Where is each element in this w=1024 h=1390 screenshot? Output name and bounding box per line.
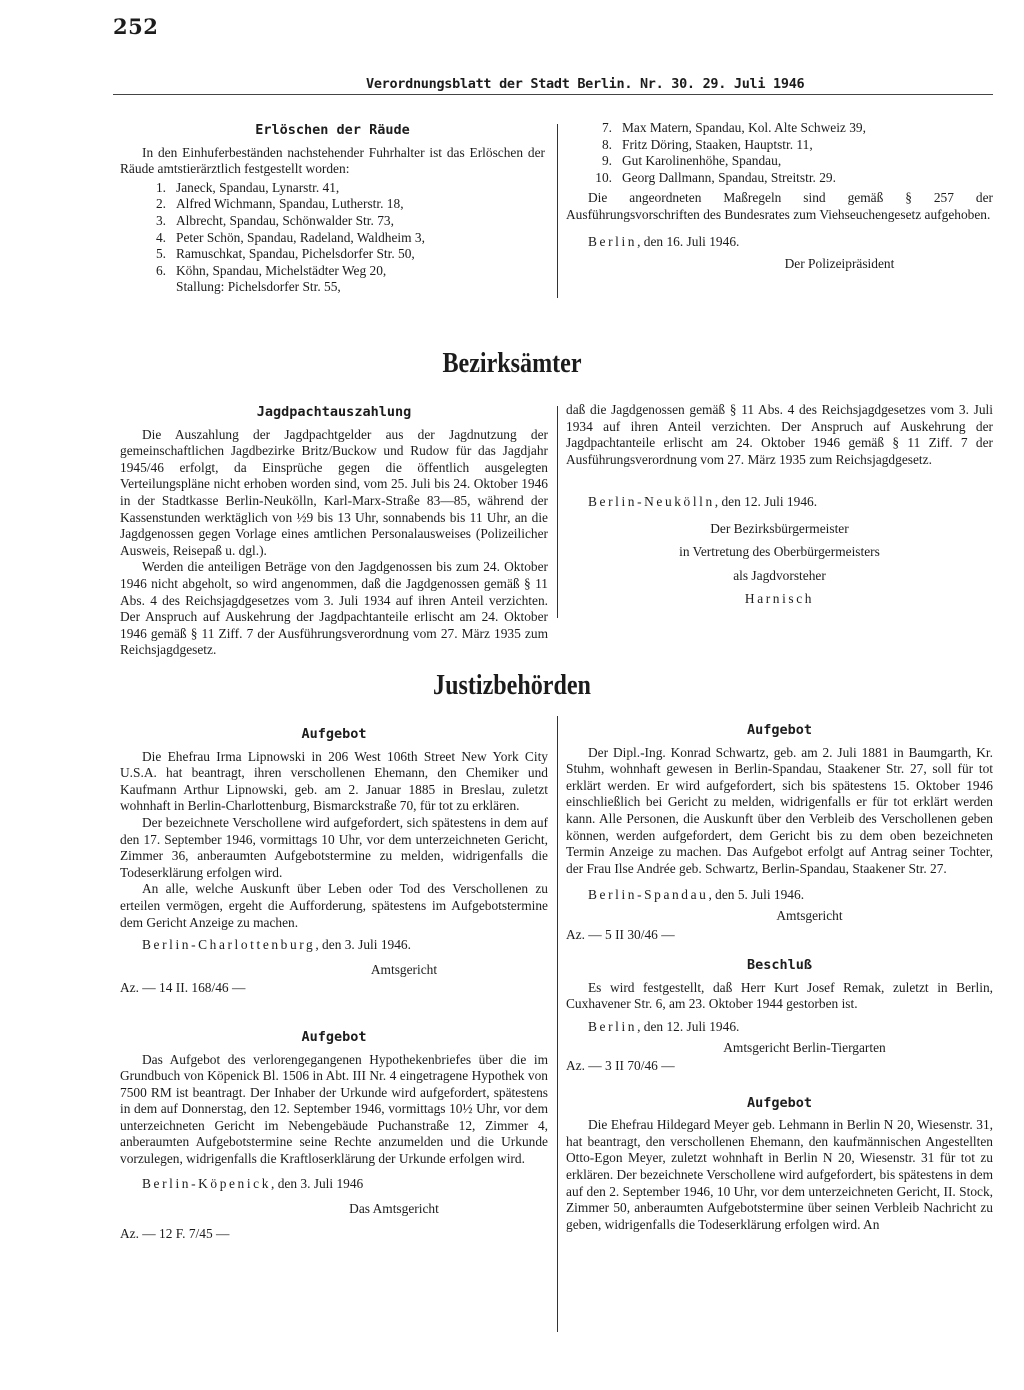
aufgebot3-court: Amtsgericht <box>776 907 843 923</box>
beschluss-az: Az. — 3 II 70/46 — <box>566 1058 675 1074</box>
section-title-bezirksaemter: Bezirksämter <box>442 348 582 379</box>
jagd-paragraph-2-continued: daß die Jagdgenossen gemäß § 11 Abs. 4 des Reichsjagdgesetzes vom 3. Juli 1934 auf ihren Anteil verzichten. Der Anspruch auf Auskehrung der Jagdpachtanteile erlischt am 24. Oktober 1946 gemäß § 11 Ziff. 7 der Ausführungsverordnung vom 27. März 1935 zum Reichsjagdgesetz. <box>566 402 993 467</box>
aufgebot1-az: Az. — 14 II. 168/46 — <box>120 980 246 996</box>
jagd-right-column <box>566 402 993 608</box>
list-item: 5. Ramuschkat, Spandau, Pichelsdorfer Str. 50, <box>155 246 415 262</box>
aufgebot1-paragraph-1: Die Ehefrau Irma Lipnowski in 206 West 106th Street New York City U.S.A. hat beantragt, ihren verschollenen Ehemann, den Chemiker und Kaufmann Arthur Lipnowski, geb. am 2. Januar 1885 in Breslau, zuletzt wohnhaft in Berlin-Charlottenburg, Bismarckstraße 70, für tot zu erklären. <box>120 748 548 814</box>
raeude-left-column <box>120 122 545 296</box>
justiz-right-column <box>566 722 993 1233</box>
raeude-intro: In den Einhuferbeständen nachstehender Fuhrhalter ist das Erlöschen der Räude amtstierärztlich festgestellt worden: <box>120 144 545 177</box>
list-item: 1. Janeck, Spandau, Lynarstr. 41, <box>155 179 340 195</box>
jagd-paragraph-1: Die Auszahlung der Jagdpachtgelder aus der Jagdnutzung der gemeinschaftlichen Jagdbezirke Britz/Buckow und Rudow für das Jagdjahr 1945/46 erfolgt, da Einsprüche gegen die öffentlich ausgelegten Verteilungspläne nicht erhoben worden sind, vom 25. Juli bis 24. Oktober 1946 in der Stadtkasse Berlin-Neukölln, Karl-Marx-Straße 83—85, während der Kassenstunden werktäglich von ½9 bis 13 Uhr, sonnabends bis 11 Uhr, an die Jagdgenossen gegen Vorlage eines amtlichen Personalausweises (Polizeilicher Ausweis, Reisepaß u. dgl.). <box>120 426 548 558</box>
beschluss-dateline: Berlin, den 12. Juli 1946. <box>588 1018 740 1034</box>
jagd-heading: Jagdpachtauszahlung <box>256 404 412 420</box>
aufgebot4-paragraph-1: Die Ehefrau Hildegard Meyer geb. Lehmann in Berlin N 20, Wiesenstr. 31, hat beantragt, den verschollenen Ehemann, den kaufmännischen Angestellten Otto-Egon Meyer, zuletzt wohnhaft in Berlin N 20, Wiesenstr. 31 für tot zu erklären. Der bezeichnete Verschollene wird aufgefordert, bis spätestens in dem auf den 2. September 1946, 10 Uhr, vor dem unterzeichneten Gericht, II. Stock, Zimmer 50, anberaumten Aufgebotstermine über seinen Verbleib Nachricht zu geben, widrigenfalls die Todeserklärung erfolgen wird. An <box>566 1117 993 1232</box>
aufgebot2-paragraph-1: Das Aufgebot des verlorengegangenen Hypothekenbriefes über die im Grundbuch von Köpenick Bl. 1506 in Abt. III Nr. 4 eingetragene Hypothek von 7500 RM ist beantragt. Der Inhaber der Urkunde wird aufgefordert, spätestens in dem auf Donnerstag, den 12. September 1946, vormittags 10½ Uhr, vor dem unterzeichneten Gericht im Nebengebäude Puchanstraße 12, Zimmer 4, anberaumten Aufgebotstermine seine Rechte anzumelden und die Urkunde vorzulegen, widrigenfalls die Kraftloserklärung der Urkunde erfolgen wird. <box>120 1051 548 1167</box>
aufgebot1-dateline: Berlin-Charlottenburg, den 3. Juli 1946. <box>142 937 411 953</box>
aufgebot2-court: Das Amtsgericht <box>349 1201 439 1217</box>
beschluss-paragraph-1: Es wird festgestellt, daß Herr Kurt Josef Remak, zuletzt in Berlin, Cuxhavener Str. 6, am 23. Oktober 1944 gestorben ist. <box>566 979 993 1012</box>
aufgebot1-court: Amtsgericht <box>370 961 438 977</box>
jagd-left-column <box>120 404 548 658</box>
beschluss-court: Amtsgericht Berlin-Tiergarten <box>723 1039 886 1055</box>
list-item: 10. Georg Dallmann, Spandau, Streitstr. 29. <box>595 169 836 185</box>
list-item: 4. Peter Schön, Spandau, Radeland, Waldheim 3, <box>155 229 425 245</box>
aufgebot1-paragraph-3: An alle, welche Auskunft über Leben oder Tod des Verschollenen zu erteilen vermögen, ergeht die Aufforderung, spätestens im Aufgebotstermine dem Gericht Anzeige zu machen. <box>120 881 548 930</box>
aufgebot2-az: Az. — 12 F. 7/45 — <box>120 1225 230 1241</box>
aufgebot2-heading: Aufgebot <box>301 1028 367 1045</box>
list-item: 9. Gut Karolinenhöhe, Spandau, <box>601 153 782 169</box>
aufgebot3-paragraph-1: Der Dipl.-Ing. Konrad Schwartz, geb. am 2. Juli 1881 in Baumgarth, Kr. Stuhm, wohnhaft gewesen in Berlin-Spandau, Staakener Str. 27, soll für tot erklärt werden. Er wird aufgefordert, sich bis spätestens 15. Oktober 1946 einschließlich bei Gericht zu melden, widrigenfalls er für tot erklärt werden kann. Alle Personen, die Auskunft über den Verbleib des Verschollenen geben können, werden aufgefordert, dem Gericht bis zu dem oben bezeichneten Termin Anzeige zu machen. Das Aufgebot erfolgt auf Antrag seiner Tochter, der Frau Ilse Andrée geb. Schwartz, Berlin-Spandau, Staakener Str. 27. <box>566 744 993 876</box>
jagd-sig-line-2: in Vertretung des Oberbürgermeisters <box>679 544 880 560</box>
jagd-sig-line-4: Harnisch <box>744 591 815 607</box>
column-divider <box>557 124 558 298</box>
list-item: 8. Fritz Döring, Staaken, Hauptstr. 11, <box>601 136 813 152</box>
list-item: 2. Alfred Wichmann, Spandau, Lutherstr. 18, <box>155 196 404 212</box>
beschluss-heading: Beschluß <box>746 957 813 974</box>
jagd-dateline: Berlin-Neukölln, den 12. Juli 1946. <box>588 494 818 509</box>
column-divider <box>557 716 558 1332</box>
running-head: Verordnungsblatt der Stadt Berlin. Nr. 30. 29. Juli 1946 <box>366 76 805 92</box>
page-number: 252 <box>113 14 159 39</box>
aufgebot4-heading: Aufgebot <box>746 1094 813 1111</box>
header-rule <box>113 94 993 95</box>
jagd-sig-line-3: als Jagdvorsteher <box>733 567 826 583</box>
raeude-signature: Der Polizeipräsident <box>784 256 895 272</box>
aufgebot1-paragraph-2: Der bezeichnete Verschollene wird aufgefordert, sich spätestens in dem auf den 17. September 1946, vormittags 10 Uhr, vor dem unterzeichneten Gericht, Zimmer 36, anberaumten Aufgebotstermine zu melden, widrigenfalls die Todeserklärung erfolgen wird. <box>120 814 548 880</box>
list-item: 6. Köhn, Spandau, Michelstädter Weg 20, <box>155 262 387 278</box>
aufgebot2-dateline: Berlin-Köpenick, den 3. Juli 1946 <box>142 1175 364 1191</box>
list-item: 3. Albrecht, Spandau, Schönwalder Str. 73, <box>155 212 394 228</box>
raeude-list-part1 <box>120 180 545 296</box>
aufgebot3-heading: Aufgebot <box>746 722 813 738</box>
jagd-sig-line-1: Der Bezirksbürgermeister <box>710 520 849 536</box>
list-item: Stallung: Pichelsdorfer Str. 55, <box>176 279 341 295</box>
aufgebot1-heading: Aufgebot <box>301 726 367 742</box>
raeude-right-column <box>566 118 993 273</box>
raeude-heading: Erlöschen der Räude <box>255 122 410 138</box>
justiz-left-column <box>120 726 548 1242</box>
raeude-closing: Die angeordneten Maßregeln sind gemäß § 257 der Ausführungsvorschriften des Bundesrates zum Viehseuchengesetz aufgehoben. <box>566 190 993 222</box>
list-item: 7. Max Matern, Spandau, Kol. Alte Schweiz 39, <box>601 120 866 135</box>
column-divider <box>557 406 558 618</box>
aufgebot3-az: Az. — 5 II 30/46 — <box>566 926 675 942</box>
raeude-list-part2 <box>566 120 993 186</box>
raeude-dateline: Berlin, den 16. Juli 1946. <box>588 233 740 249</box>
jagd-paragraph-2: Werden die anteiligen Beträge von den Jagdgenossen bis zum 24. Oktober 1946 nicht abgeholt, so wird angenommen, daß die Jagdgenossen gemäß § 11 Abs. 4 des Reichsjagdgesetzes vom 3. Juli 1934 auf ihren Anteil verzichten. Der Anspruch auf Auskehrung der Jagdpachtanteile erlischt am 24. Oktober 1946 gemäß § 11 Ziff. 7 der Ausführungsverordnung vom 27. März 1935 zum Reichsjagdgesetz. <box>120 559 548 658</box>
aufgebot3-dateline: Berlin-Spandau, den 5. Juli 1946. <box>588 887 805 903</box>
section-title-justiz: Justizbehörden <box>433 670 591 701</box>
